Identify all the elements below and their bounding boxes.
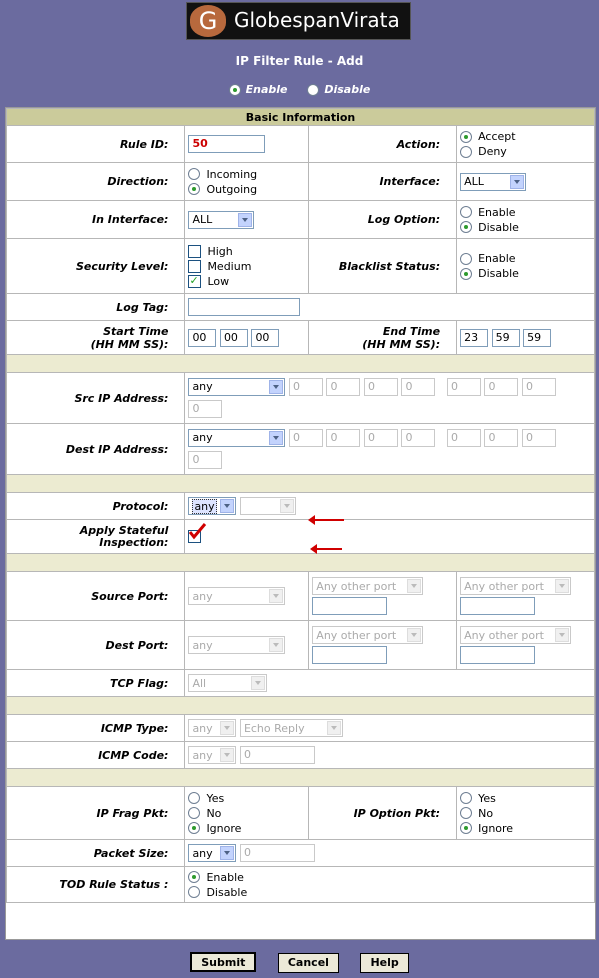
frag-no-radio[interactable] xyxy=(188,807,200,819)
in-interface-value: ALL xyxy=(192,213,213,226)
dest-port-input-1[interactable] xyxy=(312,646,387,664)
dest-port-select[interactable] xyxy=(188,636,285,654)
security-high-option[interactable] xyxy=(188,244,305,259)
dest-port-other-value-1: Any other port xyxy=(316,628,397,642)
icmp-type-select-value: any xyxy=(192,721,213,735)
frag-ignore-label: Ignore xyxy=(206,821,242,835)
log-tag-label: Log Tag: xyxy=(7,294,185,321)
option-yes-option[interactable] xyxy=(460,791,591,806)
red-check-mark-icon xyxy=(188,523,208,541)
ip-option-label: IP Option Pkt: xyxy=(309,787,457,840)
src-mask-octet-3[interactable]: 0 xyxy=(522,378,556,396)
action-deny-option[interactable] xyxy=(460,144,591,159)
page-title: IP Filter Rule - Add xyxy=(235,54,364,68)
chevron-down-icon xyxy=(280,499,294,513)
outgoing-radio[interactable] xyxy=(188,183,200,195)
log-enable-label: Enable xyxy=(478,205,516,219)
icmp-code-input[interactable]: 0 xyxy=(240,746,315,764)
dest-port-input-2[interactable] xyxy=(460,646,535,664)
interface-value: ALL xyxy=(464,175,484,188)
dest-ip-select[interactable] xyxy=(188,429,285,447)
dest-ip-octet-1[interactable]: 0 xyxy=(289,429,323,447)
disable-radio[interactable] xyxy=(307,84,319,96)
chevron-down-icon xyxy=(220,748,234,762)
log-tag-input[interactable] xyxy=(188,298,300,316)
accept-radio[interactable] xyxy=(460,131,472,143)
brand-logo xyxy=(186,2,411,40)
frag-ignore-option[interactable] xyxy=(188,821,305,836)
end-time-format-label: (HH MM SS): xyxy=(362,337,441,351)
icmp-type-value-select[interactable] xyxy=(240,719,343,737)
start-time-format-label: (HH MM SS): xyxy=(90,337,169,351)
icmp-code-select[interactable] xyxy=(188,746,236,764)
interface-label: Interface: xyxy=(309,163,457,201)
submit-button[interactable]: Submit xyxy=(190,952,256,972)
packet-size-select[interactable] xyxy=(188,844,236,862)
protocol-secondary-select[interactable] xyxy=(240,497,296,515)
dest-mask-octet-2[interactable]: 0 xyxy=(484,429,518,447)
src-ip-octet-1[interactable]: 0 xyxy=(289,378,323,396)
src-ip-select[interactable] xyxy=(188,378,285,396)
blacklist-enable-option[interactable] xyxy=(460,251,591,266)
in-interface-label: In Interface: xyxy=(7,201,185,239)
accept-label: Accept xyxy=(478,130,516,143)
source-port-input-1[interactable] xyxy=(312,597,387,615)
brand-name: GlobespanVirata xyxy=(234,8,400,32)
chevron-down-icon xyxy=(251,676,265,690)
section-separator xyxy=(7,769,595,787)
tcp-flag-select[interactable] xyxy=(188,674,267,692)
section-separator xyxy=(7,697,595,715)
dest-mask-octet-3[interactable]: 0 xyxy=(522,429,556,447)
stateful-label-2: Inspection: xyxy=(99,535,169,549)
interface-select[interactable] xyxy=(460,173,526,191)
option-no-option[interactable] xyxy=(460,806,591,821)
source-port-select[interactable] xyxy=(188,587,285,605)
dest-ip-octet-4[interactable]: 0 xyxy=(401,429,435,447)
tod-enable-label: Enable xyxy=(206,870,244,884)
annotation-arrow-stateful xyxy=(316,548,342,550)
icmp-code-select-value: any xyxy=(192,748,213,762)
action-label: Action: xyxy=(309,126,457,163)
start-hour-input[interactable]: 00 xyxy=(188,329,216,347)
frag-yes-label: Yes xyxy=(206,791,225,805)
outgoing-label: Outgoing xyxy=(206,182,258,196)
rule-id-label: Rule ID: xyxy=(7,126,185,163)
protocol-select[interactable] xyxy=(188,497,236,515)
dest-port-other-select-1[interactable] xyxy=(312,626,423,644)
blacklist-label: Blacklist Status: xyxy=(309,239,457,294)
chevron-down-icon xyxy=(220,499,234,513)
option-ignore-radio[interactable] xyxy=(460,822,472,834)
direction-incoming-option[interactable] xyxy=(188,167,305,182)
log-enable-radio[interactable] xyxy=(460,206,472,218)
source-port-select-value: any xyxy=(192,589,213,603)
dest-ip-octet-3[interactable]: 0 xyxy=(364,429,398,447)
dest-port-select-value: any xyxy=(192,638,213,652)
blacklist-disable-option[interactable] xyxy=(460,266,591,281)
blacklist-disable-radio[interactable] xyxy=(460,268,472,280)
section-separator xyxy=(7,355,595,373)
security-medium-option[interactable] xyxy=(188,259,305,274)
start-time-label: Start Time xyxy=(103,324,169,338)
chevron-down-icon xyxy=(510,175,524,189)
rule-id-input[interactable]: 50 xyxy=(188,135,265,153)
option-yes-label: Yes xyxy=(478,791,496,805)
src-mask-octet-1[interactable]: 0 xyxy=(447,378,481,396)
end-time-label: End Time xyxy=(382,324,441,338)
log-disable-radio[interactable] xyxy=(460,221,472,233)
src-ip-octet-2[interactable]: 0 xyxy=(326,378,360,396)
source-port-other-value-2: Any other port xyxy=(464,579,544,593)
incoming-radio[interactable] xyxy=(188,168,200,180)
action-accept-option[interactable] xyxy=(460,129,591,144)
section-separator xyxy=(7,554,595,572)
dest-ip-octet-2[interactable]: 0 xyxy=(326,429,360,447)
option-ignore-option[interactable] xyxy=(460,821,591,836)
end-minute-input[interactable]: 59 xyxy=(492,329,520,347)
cancel-button[interactable]: Cancel xyxy=(278,953,339,973)
src-ip-label: Src IP Address: xyxy=(7,373,185,424)
security-low-option[interactable] xyxy=(188,274,305,289)
packet-size-select-value: any xyxy=(192,846,213,860)
dest-ip-select-value: any xyxy=(192,431,213,444)
dest-mask-octet-1[interactable]: 0 xyxy=(447,429,481,447)
help-button[interactable]: Help xyxy=(360,953,408,973)
source-port-label: Source Port: xyxy=(7,572,185,621)
action-buttons xyxy=(0,952,599,973)
medium-checkbox[interactable] xyxy=(188,260,201,273)
medium-label: Medium xyxy=(207,259,252,273)
blacklist-enable-radio[interactable] xyxy=(460,253,472,265)
chevron-down-icon xyxy=(269,380,283,394)
chevron-down-icon xyxy=(555,628,569,642)
chevron-down-icon xyxy=(407,628,421,642)
protocol-label: Protocol: xyxy=(7,493,185,520)
frag-no-label: No xyxy=(206,806,222,820)
disable-label: Disable xyxy=(324,83,371,96)
frag-no-option[interactable] xyxy=(188,806,305,821)
tod-disable-radio[interactable] xyxy=(188,886,200,898)
section-header: Basic Information xyxy=(7,109,595,126)
deny-label: Deny xyxy=(478,145,507,158)
deny-radio[interactable] xyxy=(460,146,472,158)
stateful-checkbox[interactable] xyxy=(188,530,201,543)
src-ip-select-value: any xyxy=(192,380,213,393)
option-yes-radio[interactable] xyxy=(460,792,472,804)
tod-label: TOD Rule Status : xyxy=(7,867,185,903)
tod-disable-label: Disable xyxy=(206,885,248,899)
rule-status-toggle xyxy=(0,83,599,99)
enable-label: Enable xyxy=(245,83,288,96)
enable-option[interactable] xyxy=(229,83,288,96)
section-separator xyxy=(7,475,595,493)
chevron-down-icon xyxy=(220,721,234,735)
end-hour-input[interactable]: 23 xyxy=(460,329,488,347)
globespan-logo-icon xyxy=(190,5,226,37)
source-port-other-select-1[interactable] xyxy=(312,577,423,595)
filter-rule-form xyxy=(5,107,596,940)
chevron-down-icon xyxy=(238,213,252,227)
dest-ip-label: Dest IP Address: xyxy=(7,424,185,475)
ip-frag-label: IP Frag Pkt: xyxy=(7,787,185,840)
protocol-value: any xyxy=(194,499,215,513)
packet-size-label: Packet Size: xyxy=(7,840,185,867)
blacklist-enable-label: Enable xyxy=(478,252,516,265)
dest-port-other-value-2: Any other port xyxy=(464,628,544,642)
src-ip-octet-4[interactable]: 0 xyxy=(401,378,435,396)
frag-yes-option[interactable] xyxy=(188,791,305,806)
chevron-down-icon xyxy=(269,638,283,652)
tod-disable-option[interactable] xyxy=(188,885,591,900)
enable-radio[interactable] xyxy=(229,84,241,96)
stateful-label: Apply Stateful xyxy=(79,523,169,537)
source-port-other-value-1: Any other port xyxy=(316,579,397,593)
option-ignore-label: Ignore xyxy=(478,821,514,835)
log-disable-label: Disable xyxy=(478,220,519,234)
start-second-input[interactable]: 00 xyxy=(251,329,279,347)
tod-enable-option[interactable] xyxy=(188,870,591,885)
log-option-label: Log Option: xyxy=(309,201,457,239)
dest-port-other-select-2[interactable] xyxy=(460,626,571,644)
annotation-arrow-protocol xyxy=(314,519,344,521)
disable-option[interactable] xyxy=(307,83,370,96)
src-mask-octet-2[interactable]: 0 xyxy=(484,378,518,396)
chevron-down-icon xyxy=(220,846,234,860)
in-interface-select[interactable] xyxy=(188,211,254,229)
high-label: High xyxy=(207,244,233,258)
chevron-down-icon xyxy=(269,431,283,445)
option-no-label: No xyxy=(478,806,494,820)
src-mask-octet-4[interactable]: 0 xyxy=(188,400,222,418)
source-port-other-select-2[interactable] xyxy=(460,577,571,595)
frag-yes-radio[interactable] xyxy=(188,792,200,804)
blacklist-disable-label: Disable xyxy=(478,267,519,280)
end-second-input[interactable]: 59 xyxy=(523,329,551,347)
incoming-label: Incoming xyxy=(206,167,258,181)
icmp-type-label: ICMP Type: xyxy=(7,715,185,742)
dest-port-label: Dest Port: xyxy=(7,621,185,670)
tcp-flag-label: TCP Flag: xyxy=(7,670,185,697)
tod-enable-radio[interactable] xyxy=(188,871,200,883)
tcp-flag-value: All xyxy=(192,676,207,690)
high-checkbox[interactable] xyxy=(188,245,201,258)
low-checkbox[interactable] xyxy=(188,275,201,288)
chevron-down-icon xyxy=(269,589,283,603)
frag-ignore-radio[interactable] xyxy=(188,822,200,834)
chevron-down-icon xyxy=(327,721,341,735)
chevron-down-icon xyxy=(407,579,421,593)
start-minute-input[interactable]: 00 xyxy=(220,329,248,347)
security-level-label: Security Level: xyxy=(7,239,185,294)
icmp-type-select[interactable] xyxy=(188,719,236,737)
direction-outgoing-option[interactable] xyxy=(188,182,305,197)
source-port-input-2[interactable] xyxy=(460,597,535,615)
packet-size-input[interactable]: 0 xyxy=(240,844,315,862)
icmp-code-label: ICMP Code: xyxy=(7,742,185,769)
direction-label: Direction: xyxy=(7,163,185,201)
low-label: Low xyxy=(207,274,230,288)
log-disable-option[interactable] xyxy=(460,220,591,235)
icmp-type-value: Echo Reply xyxy=(243,721,305,735)
chevron-down-icon xyxy=(555,579,569,593)
log-enable-option[interactable] xyxy=(460,205,591,220)
dest-mask-octet-4[interactable]: 0 xyxy=(188,451,222,469)
option-no-radio[interactable] xyxy=(460,807,472,819)
src-ip-octet-3[interactable]: 0 xyxy=(364,378,398,396)
